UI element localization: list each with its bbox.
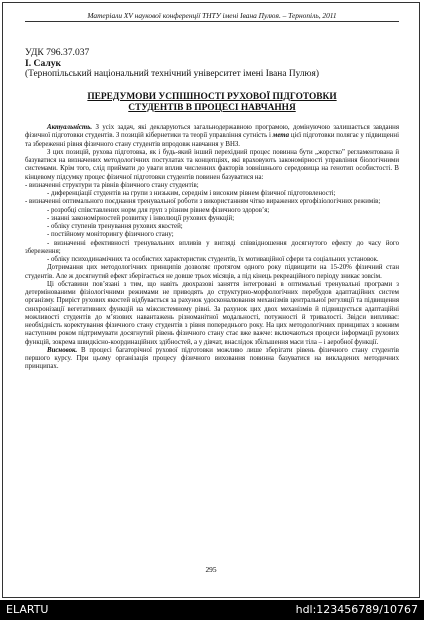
author-affiliation: (Тернопільський національний технічний університет імені Івана Пулюя) (25, 69, 319, 79)
handle-id: hdl:123456789/10767 (295, 603, 418, 616)
list-item: - розробці співставлених норм для груп з різним рівнем фізичного здоров’я; (47, 206, 270, 214)
conclusion-text: В процесі багаторічної рухової підготовки можливо лише зберігати рівень фізичного стану студентів першого курсу. При цьому організація процесу фізичного виховання повинна базуватися на викладених методичних принципах. (25, 346, 399, 371)
udc-code: УДК 796.37.037 (25, 47, 90, 58)
list-item: - обліку психодинамічних та особистих характеристик студентів, їх мотиваційної сфери та соціальних установок. (47, 256, 379, 263)
paragraph-relevance (25, 124, 399, 149)
paragraph-principles: З цих позицій, рухова підготовка, як і будь-який інший перехідний процес повинна бути „жорстко” регламентована й базуватися на визначених методологічних постулатах та концепціях, які враховують закономірності управління біологічними системами. Крім того, слід приймати до уваги вплив численних факторів зовнішнього середовища на генотип особистості. В кінцевому підсумку процес фізичної підготовки студентів повинен базуватися на: (25, 148, 399, 181)
paragraph-results: Дотримання цих методологічних принципів дозволяє протягом одного року підвищити на 15-20% фізичний стан студентів. Але ж досягнутий ефект зберігається не довше трьох місяців, а під кінець рекреаційного періоду зникає зовсім. (25, 264, 399, 280)
list-item: - диференціації студентів на групи з низьким, середнім і високим рівнем фізичної підготовленості; (47, 190, 336, 197)
conclusion-label: Висновок. (47, 346, 78, 354)
article-body (25, 124, 399, 372)
page-number: 295 (205, 565, 217, 574)
relevance-text-b: цієї підготовки полягає у підвищенні та збереженні рівня фізичного стану студентів впродовж навчання у ВНЗ. (25, 132, 399, 148)
list-item: - обліку ступенів тренування рухових якостей; (47, 223, 183, 230)
paragraph-conclusion (25, 347, 399, 372)
list-item: - знанні закономірностей розвитку і інволюції рухових функцій; (47, 214, 235, 222)
list-item: - визначенні ефективності тренувальних впливів у вигляді співвідношення досягнутого ефекту до часу його збереження; (25, 239, 399, 255)
repository-bar (0, 600, 424, 620)
running-head: Матеріали XV наукової конференції ТНТУ імені Івана Пулюя. – Тернопіль, 2011 (25, 11, 399, 22)
title-line-1: ПЕРЕДУМОВИ УСПІШНОСТІ РУХОВОЇ ПІДГОТОВКИ (87, 92, 337, 102)
title-line-2: СТУДЕНТІВ В ПРОЦЕСІ НАВЧАННЯ (128, 103, 296, 113)
document-page (2, 2, 420, 598)
paragraph-circumstances: Ці обставини пов’язані з тим, що навіть двохразові заняття інтегровані в оптимальні тренувальні програми з детермінованими фізіологічними режимами не приводять до структурно-морфологічних перебудов адаптаційних систем організму. Приріст рухових якостей відбувається за рахунок удосконалювання механізмів центральної регуляції та підвищення синхронізації вегетативних функцій на міжсистемному рівні. За рахунок цих двох механізмів й підвищується адаптаційні можливості студентів до м’язових навантажень різноманітної модальності, потужності й тривалості. Звідси випливає: необхідність коректування фізичного стану студентів з рівня попереднього року. На цих методологічних принципах з кожним наступним роком підтримувати досягнутий рівень фізичного стану стає вже важче: включаються процеси інформації рухових функцій, зокрема швидкісно-координаційних здібностей, а у дівчат, внаслідок збільшення маси тіла – і аеробної функції. (25, 280, 399, 346)
list-item: - постійному моніторингу фізичного стану; (47, 231, 174, 239)
article-title (25, 92, 399, 114)
repository-name: ELARTU (6, 603, 49, 616)
page-content (25, 11, 399, 372)
author-name: І. Салук (25, 58, 62, 69)
relevance-text-a: З усіх задач, які декларуються загальнодержавною програмою, домінуючою залишається завдання фізичної підготовки студентів. З позицій кібернетики та теорії управління сутність і (25, 124, 399, 140)
list-item: - визначенні структури та рівнів фізичного стану студентів; (25, 181, 199, 189)
relevance-label: Актуальність. (47, 124, 93, 131)
list-item: - визначенні оптимального поєднання тренувальної роботи з використанням чітко виражених ергофізіологічних режимів; (25, 198, 381, 206)
relevance-emphasis: мета (272, 132, 290, 140)
